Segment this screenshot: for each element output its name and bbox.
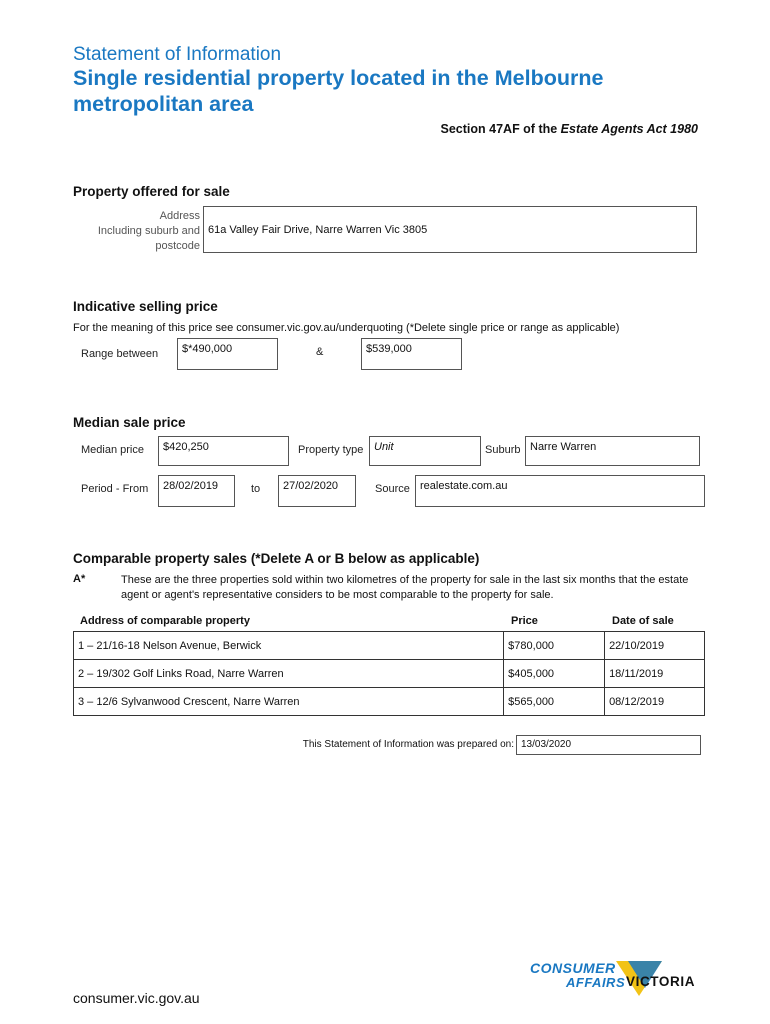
address-field[interactable]: 61a Valley Fair Drive, Narre Warren Vic 3805 (203, 206, 697, 253)
comp-date-cell[interactable]: 22/10/2019 (605, 632, 705, 660)
median-price-label: Median price (81, 444, 144, 456)
suburb-label: Suburb (485, 444, 521, 456)
comp-address-cell[interactable]: 3 – 12/6 Sylvanwood Crescent, Narre Warren (74, 688, 504, 716)
comp-date-cell[interactable]: 08/12/2019 (605, 688, 705, 716)
comp-address-cell[interactable]: 2 – 19/302 Golf Links Road, Narre Warren (74, 660, 504, 688)
col-price-header: Price (511, 615, 538, 627)
indicative-note: For the meaning of this price see consumer.vic.gov.au/underquoting (*Delete single price or range as applicable) (73, 322, 620, 334)
col-date-header: Date of sale (612, 615, 674, 627)
comparable-heading: Comparable property sales (*Delete A or B below as applicable) (73, 551, 480, 566)
document-subtitle: Statement of Information (73, 44, 282, 65)
source-label: Source (375, 483, 410, 495)
document-title: Single residential property located in the Melbourne metropolitan area (73, 66, 604, 116)
property-type-label: Property type (298, 444, 364, 456)
comp-price-cell[interactable]: $780,000 (504, 632, 605, 660)
period-label: Period - From (81, 483, 149, 495)
option-a-text: These are the three properties sold within two kilometres of the property for sale in the last six months that the estate agent or agent's representative considers to be most comparable to the property for sale. (121, 574, 689, 601)
price-low-field[interactable]: $*490,000 (177, 338, 278, 370)
property-heading: Property offered for sale (73, 184, 230, 199)
median-price-field[interactable]: $420,250 (158, 436, 289, 466)
range-label: Range between (81, 348, 159, 360)
address-label-line1: Address (159, 210, 200, 222)
logo-line3: VICTORIA (626, 974, 696, 989)
act-reference (441, 122, 698, 136)
period-to-field[interactable]: 27/02/2020 (278, 475, 356, 507)
median-heading: Median sale price (73, 415, 186, 430)
period-from-field[interactable]: 28/02/2019 (158, 475, 235, 507)
option-a-label: A* (73, 573, 86, 585)
indicative-heading: Indicative selling price (73, 299, 218, 314)
logo-line2: AFFAIRS (566, 975, 626, 990)
comp-price-cell[interactable]: $405,000 (504, 660, 605, 688)
address-label-line2: Including suburb and (97, 225, 200, 237)
address-label (98, 209, 200, 254)
col-address-header: Address of comparable property (80, 615, 250, 627)
period-to-label: to (251, 483, 261, 495)
property-type-field[interactable]: Unit (369, 436, 481, 466)
table-row (74, 660, 705, 688)
table-row (74, 632, 705, 660)
source-field[interactable]: realestate.com.au (415, 475, 705, 507)
address-label-line3: postcode (155, 240, 200, 252)
consumer-affairs-victoria-logo (528, 958, 708, 1006)
comp-date-cell[interactable]: 18/11/2019 (605, 660, 705, 688)
comp-price-cell[interactable]: $565,000 (504, 688, 605, 716)
comparable-table (73, 631, 705, 716)
suburb-field[interactable]: Narre Warren (525, 436, 700, 466)
footer-url[interactable]: consumer.vic.gov.au (73, 990, 200, 1006)
act-prefix: Section 47AF of the (440, 122, 561, 136)
comp-address-cell[interactable]: 1 – 21/16-18 Nelson Avenue, Berwick (74, 632, 504, 660)
act-name: Estate Agents Act 1980 (560, 122, 698, 136)
logo-line1: CONSUMER (530, 960, 616, 976)
price-high-field[interactable]: $539,000 (361, 338, 462, 370)
table-row (74, 688, 705, 716)
prepared-date-field[interactable]: 13/03/2020 (516, 735, 701, 755)
range-ampersand: & (316, 346, 324, 358)
prepared-label: This Statement of Information was prepared on: (302, 739, 514, 750)
